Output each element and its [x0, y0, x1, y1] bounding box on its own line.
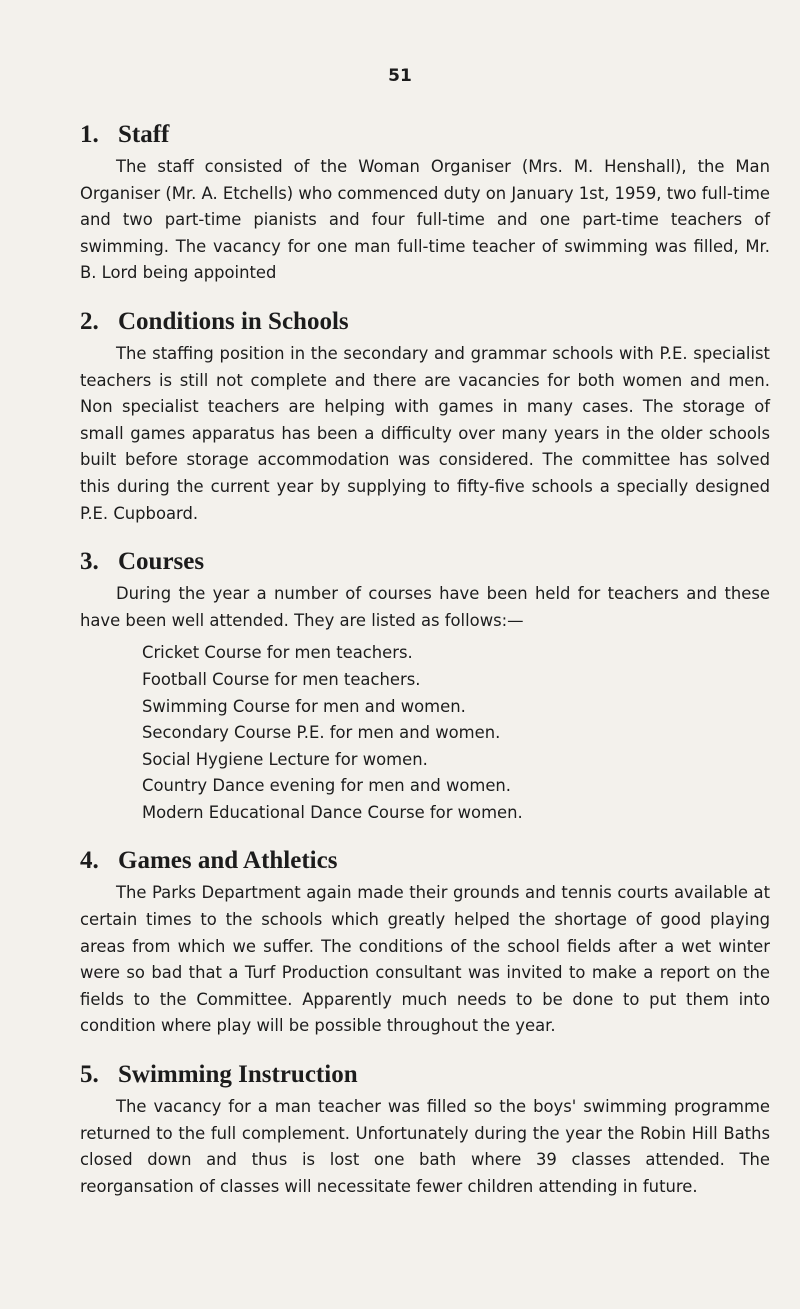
list-item: Football Course for men teachers.: [142, 669, 421, 689]
list-item: Social Hygiene Lecture for women.: [142, 749, 428, 769]
section-heading: [80, 305, 770, 339]
section-heading: [80, 1058, 770, 1092]
section-title: Courses: [118, 548, 205, 576]
list-item: Country Dance evening for men and women.: [142, 776, 512, 796]
section-number: 2.: [80, 307, 99, 335]
section-number: 5.: [80, 1061, 99, 1089]
list-item: Modern Educational Dance Course for women.: [142, 802, 523, 822]
section-paragraph: During the year a number of courses have been held for teachers and these have been well attended. They are listed as follows:—: [80, 584, 770, 630]
course-list: [80, 640, 770, 826]
section-paragraph: The Parks Department again made their grounds and tennis courts available at certain times to the schools which greatly helped the shortage of good playing areas from which we suffer. The conditions of the school fields after a wet winter were so bad that a Turf Production consultant was invited to make a report on the fields to the Committee. Apparently much needs to be done to put them into condition where play will be possible throughout the year.: [80, 883, 770, 1036]
list-item: Cricket Course for men teachers.: [142, 643, 413, 663]
document-body: [80, 118, 770, 1218]
section-swimming-instruction: [80, 1058, 770, 1200]
section-number: 1.: [80, 121, 99, 148]
page-number: 51: [388, 66, 412, 86]
section-number: 4.: [80, 847, 99, 875]
section-paragraph: The staffing position in the secondary and grammar schools with P.E. specialist teachers is still not complete and there are vacancies for both women and men. Non specialist teachers are helping with games in many cases. The storage of small games apparatus has been a difficulty over many years in the older schools built before storage accommodation was considered. The committee has solved this during the current year by supplying to fifty-five schools a specially designed P.E. Cupboard.: [80, 343, 770, 523]
section-conditions-in-schools: [80, 305, 770, 527]
section-games-and-athletics: [80, 844, 770, 1040]
section-title: Games and Athletics: [118, 847, 338, 875]
list-item: Secondary Course P.E. for men and women.: [142, 723, 501, 743]
section-title: Conditions in Schools: [118, 307, 349, 335]
section-courses: [80, 545, 770, 826]
section-number: 3.: [80, 548, 99, 576]
section-heading: [80, 545, 770, 579]
section-paragraph: The staff consisted of the Woman Organiser (Mrs. M. Henshall), the Man Organiser (Mr. A. Etchells) who commenced duty on January 1st, 1959, two full-time and two part-time pianists and four full-time and one part-time teachers of swimming. The vacancy for one man full-time teacher of swimming was filled, Mr. B. Lord being appointed: [80, 157, 770, 283]
section-heading: [80, 844, 770, 878]
section-staff: [80, 118, 770, 287]
section-heading: [80, 118, 770, 152]
section-paragraph: The vacancy for a man teacher was filled so the boys' swimming programme returned to the full complement. Unfortunately during the year the Robin Hill Baths closed down and thus is lost one bath where 39 classes attended. The reorgansation of classes will necessitate fewer children attending in future.: [80, 1097, 770, 1196]
section-title: Swimming Instruction: [118, 1061, 358, 1089]
list-item: Swimming Course for men and women.: [142, 696, 466, 716]
section-title: Staff: [118, 121, 170, 148]
